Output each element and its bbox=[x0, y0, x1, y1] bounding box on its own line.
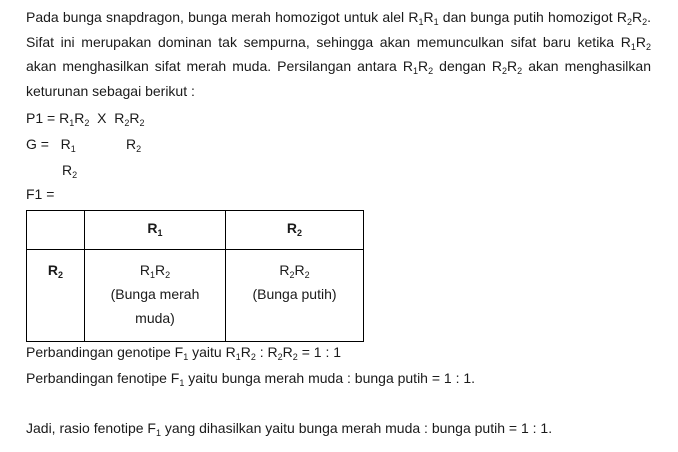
genotype-ratio-line: Perbandingan genotipe $F_1$ yaitu $R_1R_2$ : $R_2R_2 = 1$ : 1 bbox=[26, 344, 342, 362]
parent-cross-line: $P1 = R_1R_2$ X $R_2R_2$ bbox=[26, 110, 145, 128]
gamete-r2-second: $R_2$ bbox=[62, 162, 78, 180]
intro-paragraph: Pada bunga snapdragon, bunga merah homozigot untuk alel $R_1R_1$ dan bunga putih homozigot $R_2R_2$. Sifat ini merupakan dominan tak sempurna, sehingga akan memunculkan sifat baru ketika $R_1R_2$ akan menghasilkan sifat merah muda. Persilangan antara $R_1R_2$ dengan $R_2R_2$ akan menghasilkan keturunan sebagai berikut : bbox=[26, 9, 651, 99]
conclusion-line: Jadi, rasio fenotipe $F_1$ yang dihasilkan yaitu bunga merah muda : bunga putih = 1 : 1. bbox=[26, 420, 553, 438]
row-header-r2: $R_2$ bbox=[27, 250, 85, 342]
cell-r2r2: $R_2R_2$ (Bunga putih) bbox=[226, 250, 364, 342]
punnett-square bbox=[26, 210, 364, 342]
table-corner-cell bbox=[27, 211, 85, 250]
gamete-line: $G = R_1$ bbox=[26, 136, 76, 154]
f1-label: F1 = bbox=[26, 186, 55, 202]
gamete-r2: $R_2$ bbox=[126, 136, 142, 154]
column-header-r2: $R_2$ bbox=[226, 211, 364, 250]
column-header-r1: $R_1$ bbox=[85, 211, 226, 250]
cell-r1r2: $R_1R_2$ (Bunga merah muda) bbox=[85, 250, 226, 342]
phenotype-ratio-line: Perbandingan fenotipe $F_1$ yaitu bunga merah muda : bunga putih = 1 : 1. bbox=[26, 370, 476, 388]
